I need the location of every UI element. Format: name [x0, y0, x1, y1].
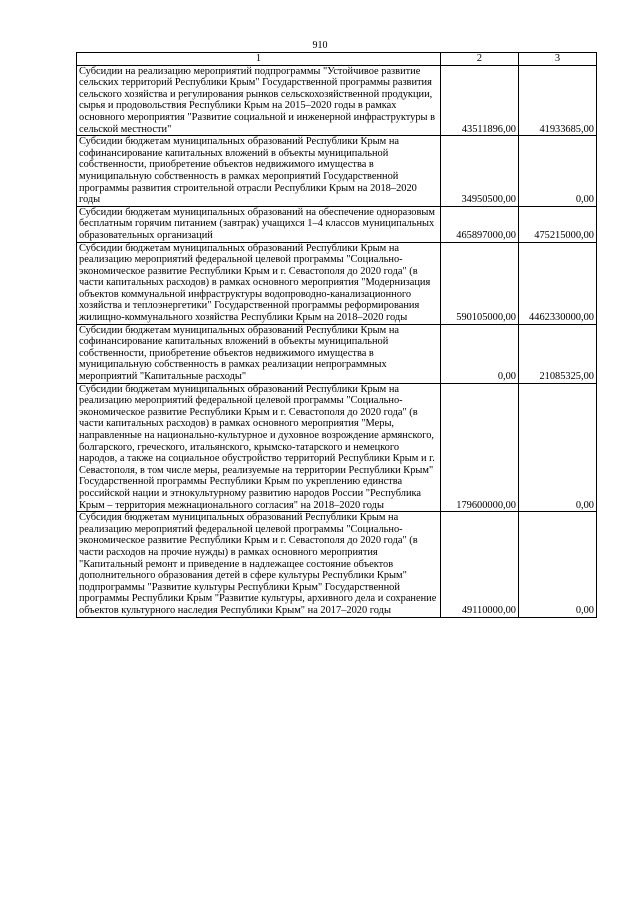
row-value-col3: 475215000,00	[519, 206, 597, 242]
row-value-col3: 0,00	[519, 136, 597, 207]
row-description: Субсидии бюджетам муниципальных образований Республики Крым на реализацию мероприятий федеральной целевой программы "Социально-экономическое развитие Республики Крым и г. Севастополя до 2020 года" (в части капитальных расходов) в рамках основного мероприятия "Модернизация объектов коммунальной инфраструктуры водопроводно-канализационного хозяйства и теплоэнергетики" Государственной программы реформирования жилищно-коммунального хозяйства Республики Крым на 2018–2020 годы	[77, 242, 441, 324]
row-value-col2: 179600000,00	[441, 383, 519, 512]
table-row	[77, 383, 597, 512]
row-description: Субсидии на реализацию мероприятий подпрограммы "Устойчивое развитие сельских территорий Республики Крым" Государственной программы развития сельского хозяйства и регулирования рынков сельскохозяйственной продукции, сырья и продовольствия Республики Крым на 2015–2020 годы в рамках основного мероприятия "Развитие социальной и инженерной инфраструктуры в сельской местности"	[77, 65, 441, 136]
row-value-col2: 590105000,00	[441, 242, 519, 324]
table-row	[77, 65, 597, 136]
row-value-col3: 0,00	[519, 512, 597, 617]
row-value-col2: 34950500,00	[441, 136, 519, 207]
row-value-col2: 49110000,00	[441, 512, 519, 617]
row-value-col3: 4462330000,00	[519, 242, 597, 324]
row-value-col3: 0,00	[519, 383, 597, 512]
row-description: Субсидии бюджетам муниципальных образований Республики Крым на софинансирование капитальных вложений в объекты муниципальной собственности, приобретение объектов недвижимого имущества в муниципальную собственность в рамках мероприятий Государственной программы развития строительной отрасли Республики Крым на 2018–2020 годы	[77, 136, 441, 207]
table-row	[77, 206, 597, 242]
row-value-col2: 465897000,00	[441, 206, 519, 242]
table-row	[77, 512, 597, 617]
table-header	[77, 53, 597, 66]
table-row	[77, 242, 597, 324]
row-description: Субсидии бюджетам муниципальных образований Республики Крым на софинансирование капитальных вложений в объекты муниципальной собственности, приобретение объектов недвижимого имущества в муниципальную собственность в рамках реализации непрограммных мероприятий "Капитальные расходы"	[77, 324, 441, 383]
row-description: Субсидии бюджетам муниципальных образований на обеспечение одноразовым бесплатным горячим питанием (завтрак) учащихся 1–4 классов муниципальных образовательных организаций	[77, 206, 441, 242]
row-description: Субсидии бюджетам муниципальных образований Республики Крым на реализацию мероприятий федеральной целевой программы "Социально-экономическое развитие Республики Крым и г. Севастополя до 2020 года" (в части капитальных расходов) в рамках основного мероприятия "Меры, направленные на национально-культурное и духовное возрождение армянского, болгарского, греческого, итальянского, крымско-татарского и немецкого народов, а также на социальное обустройство территорий Республики Крым и г. Севастополя, в том числе меры, реализуемые на территории Республики Крым" Государственной программы Республики Крым по укреплению единства российской нации и этнокультурному развитию народов России "Республика Крым – территория межнационального согласия" на 2018–2020 годы	[77, 383, 441, 512]
column-header-2: 2	[441, 53, 519, 66]
table-body	[77, 65, 597, 617]
row-description: Субсидия бюджетам муниципальных образований Республики Крым на реализацию мероприятий федеральной целевой программы "Социально-экономическое развитие Республики Крым и г. Севастополя до 2020 года" (в части расходов на прочие нужды) в рамках основного мероприятия "Капитальный ремонт и приведение в надлежащее состояние объектов дополнительного образования детей в сфере культуры Республики Крым" подпрограммы "Развитие культуры Республики Крым" Государственной программы Республики Крым "Развитие культуры, архивного дела и сохранение объектов культурного наследия Республики Крым" на 2017–2020 годы	[77, 512, 441, 617]
row-value-col2: 43511896,00	[441, 65, 519, 136]
table-row	[77, 324, 597, 383]
row-value-col3: 21085325,00	[519, 324, 597, 383]
header-row	[77, 53, 597, 66]
column-header-1: 1	[77, 53, 441, 66]
column-header-3: 3	[519, 53, 597, 66]
row-value-col2: 0,00	[441, 324, 519, 383]
budget-table	[76, 52, 597, 618]
table-row	[77, 136, 597, 207]
page-number: 910	[312, 40, 328, 51]
row-value-col3: 41933685,00	[519, 65, 597, 136]
